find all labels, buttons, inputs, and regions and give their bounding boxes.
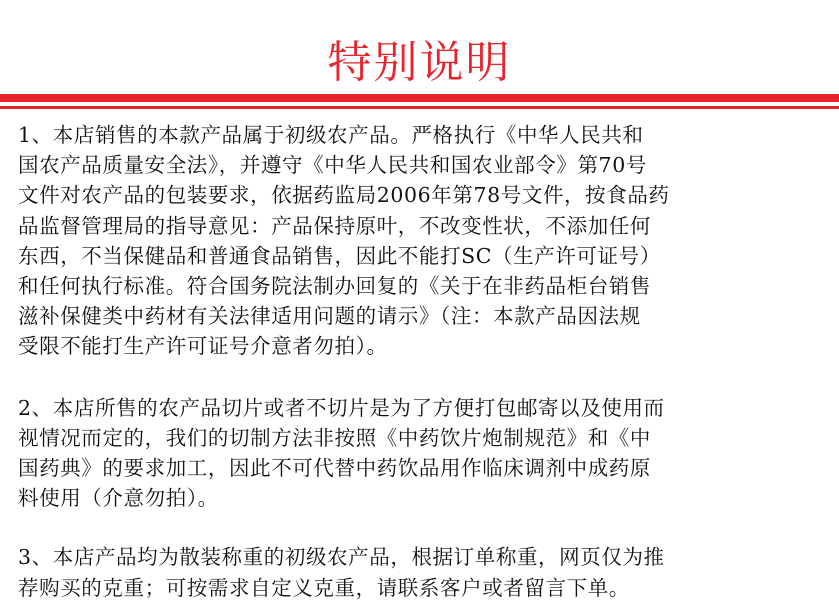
paragraph-line: 东西，不当保健品和普通食品销售，因此不能打SC（生产许可证号） xyxy=(18,243,661,268)
paragraph-line: 受限不能打生产许可证号介意者勿拍）。 xyxy=(18,334,388,359)
page-title: 特别说明 xyxy=(327,37,512,88)
title-divider-thin xyxy=(0,106,839,109)
paragraph-line: 3、本店产品均为散装称重的初级农产品，根据订单称重，网页仅为推 xyxy=(18,545,665,570)
paragraph-line: 料使用（介意勿拍）。 xyxy=(18,486,219,511)
paragraph-spacer xyxy=(18,513,823,542)
paragraph-line: 荐购买的克重；可按需求自定义克重，请联系客户或者留言下单。 xyxy=(18,575,630,600)
paragraph-line: 品监督管理局的指导意见：产品保持原叶，不改变性状，不添加任何 xyxy=(18,213,651,238)
notice-paragraph-3 xyxy=(18,542,823,602)
paragraph-line: 滋补保健类中药材有关法律适用问题的请示》（注：本款产品因法规 xyxy=(18,304,641,329)
title-divider-thick xyxy=(0,94,839,102)
paragraph-line: 国农产品质量安全法》，并遵守《中华人民共和国农业部令》第70号 xyxy=(18,153,647,178)
paragraph-line: 和任何执行标准。符合国务院法制办回复的《关于在非药品柜台销售 xyxy=(18,274,651,299)
paragraph-line: 国药典》的要求加工，因此不可代替中药饮品用作临床调剂中成药原 xyxy=(18,456,651,481)
paragraph-line: 2、本店所售的农产品切片或者不切片是为了方便打包邮寄以及使用而 xyxy=(18,395,665,420)
notice-body xyxy=(18,120,823,603)
notice-paragraph-2 xyxy=(18,393,823,514)
notice-paragraph-1 xyxy=(18,120,823,362)
paragraph-spacer xyxy=(18,362,823,393)
paragraph-line: 1、本店销售的本款产品属于初级农产品。严格执行《中华人民共和 xyxy=(18,123,644,147)
paragraph-line: 文件对农产品的包装要求，依据药监局2006年第78号文件，按食品药 xyxy=(18,183,670,208)
paragraph-line: 视情况而定的，我们的切制方法非按照《中药饮片炮制规范》和《中 xyxy=(18,425,651,450)
